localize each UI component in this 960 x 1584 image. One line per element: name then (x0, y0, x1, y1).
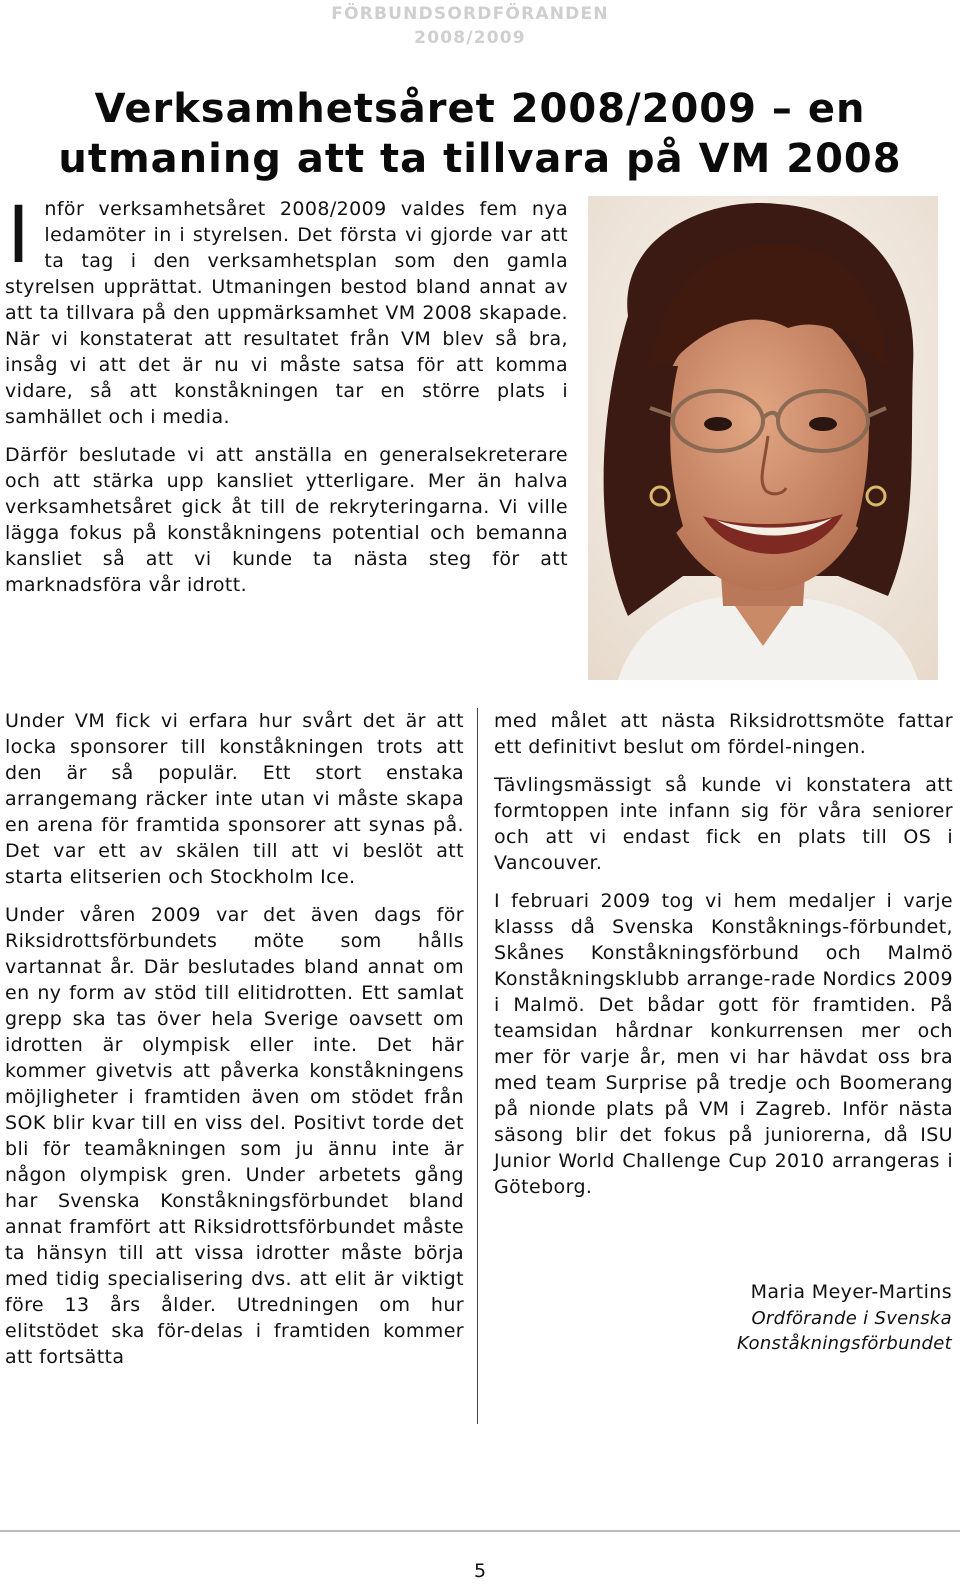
intro-paragraph-1 (5, 191, 568, 430)
section-header-title: FÖRBUNDSORDFÖRANDEN (331, 4, 609, 24)
article-title-line-1: Verksamhetsåret 2008/2009 – en (94, 86, 866, 132)
footer-divider (0, 1530, 960, 1532)
right-column (494, 708, 953, 1212)
right-paragraph-1: med målet att nästa Riksidrottsmöte fattar ett definitivt beslut om fördel-ningen. (494, 710, 953, 758)
article-title (0, 84, 960, 184)
section-header (320, 2, 620, 50)
signature-role-line-1: Ordförande i Svenska (751, 1308, 952, 1329)
intro-paragraph-2: Därför beslutade vi att anställa en generalsekreterare och att stärka upp kansliet ytterligare. Mer än halva verksamhetsåret gick åt till de rekryteringarna. Vi ville lägga fokus på konståkningens potential och bemanna kansliet så att vi kunde ta nästa steg för att marknadsföra vår idrott. (5, 444, 568, 596)
article-title-line-2: utmaning att ta tillvara på VM 2008 (58, 136, 902, 182)
portrait-illustration (588, 196, 938, 680)
intro-paragraph-1-text: nför verksamhetsåret 2008/2009 valdes fem nya ledamöter in i styrelsen. Det första vi gjorde var att ta tag i den verksamhetsplan som den gamla styrelsen upprättat. Utmaningen bestod bland annat av att ta tillvara på den uppmärksamhet VM 2008 skapade. När vi konstaterat att resultatet från VM blev så bra, insåg vi att det är nu vi måste satsa för att komma vidare, så att konståkningen tar en större plats i samhället och i media. (5, 198, 568, 428)
signature-role-line-2: Konståkningsförbundet (737, 1333, 952, 1354)
left-paragraph-1: Under VM fick vi erfara hur svårt det är att locka sponsorer till konståkningen trots att den är så populär. Ett stort enstaka arrangemang räcker inte utan vi måste skapa en arena för framtida sponsorer att synas på. Det var ett av skälen till att vi beslöt att starta elitserien och Stockholm Ice. (5, 710, 464, 888)
column-divider (477, 708, 478, 1424)
section-header-year: 2008/2009 (414, 28, 526, 48)
right-paragraph-2: Tävlingsmässigt så kunde vi konstatera att formtoppen inte infann sig för våra seniorer och att vi endast fick en plats till OS i Vancouver. (494, 774, 953, 874)
signature-block (640, 1278, 952, 1356)
left-column (5, 708, 464, 1382)
portrait-photo (588, 196, 938, 680)
intro-text (5, 191, 568, 610)
left-paragraph-2: Under våren 2009 var det även dags för Riksidrottsförbundets möte som hålls vartannat år. Där beslutades bland annat om en ny form av stöd till elitidrotten. Ett samlat grepp ska tas över hela Sverige oavsett om idrotten är olympisk eller inte. Det här kommer givetvis att påverka konståkningens möjligheter i framtiden även om stödet från SOK blir kvar till en viss del. Positivt torde det bli för teamåkningen som ju ännu inte är någon olympisk gren. Under arbetets gång har Svenska Konståkningsförbundet bland annat framfört att Riksidrottsförbundet måste ta hänsyn till att vissa idrotter måste börja med tidig specialisering dvs. att elit är viktigt före 13 års ålder. Utredningen om hur elitstödet ska för-delas i framtiden kommer att fortsätta (5, 904, 464, 1368)
drop-cap: I (7, 191, 31, 281)
right-paragraph-3: I februari 2009 tog vi hem medaljer i varje klasss då Svenska Konståknings-förbundet, Skånes Konståkningsförbund och Malmö Konståkningsklubb arrange-rade Nordics 2009 i Malmö. Det bådar gott för framtiden. På teamsidan hårdnar konkurrensen mer och mer för varje år, men vi har hävdat oss bra med team Surprise på tredje och Boomerang på nionde plats på VM i Zagreb. Inför nästa säsong blir det fokus på juniorerna, då ISU Junior World Challenge Cup 2010 arrangeras i Göteborg. (494, 890, 953, 1198)
signature-name: Maria Meyer-Martins (750, 1281, 952, 1303)
page-number: 5 (473, 1560, 487, 1582)
